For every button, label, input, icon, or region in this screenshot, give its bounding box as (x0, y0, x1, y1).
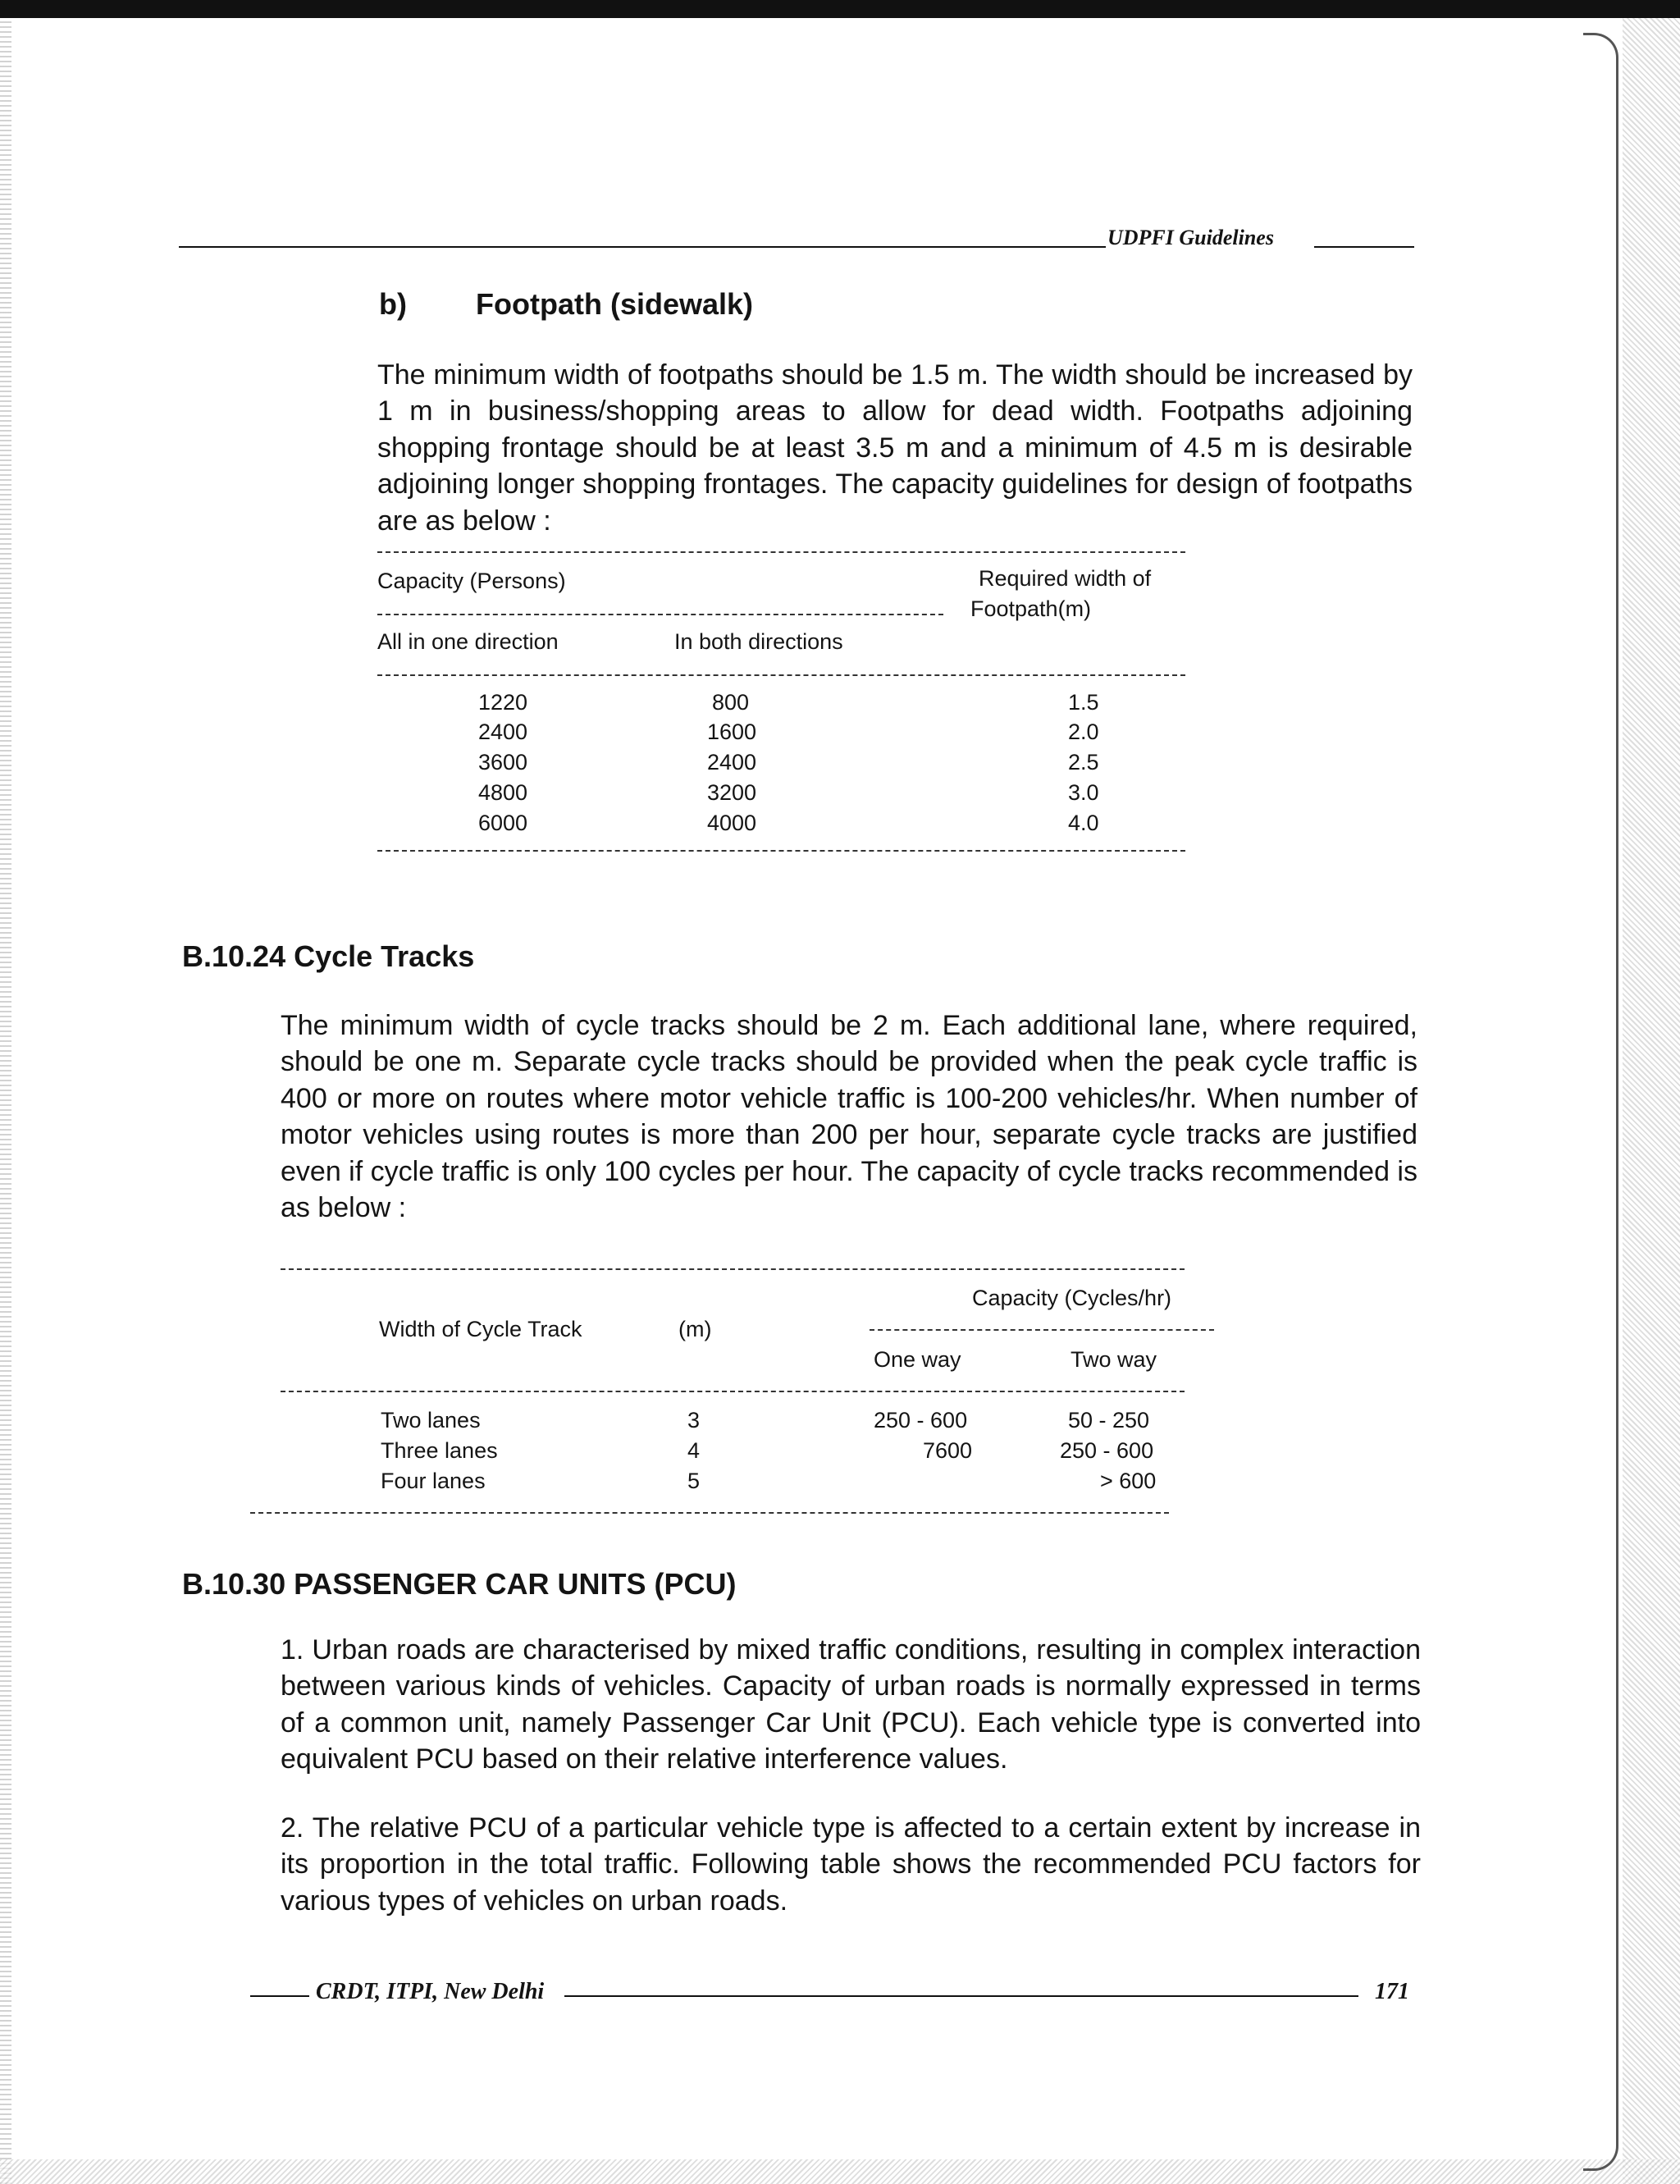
table-cell: 3.0 (1068, 780, 1099, 805)
header-title: UDPFI Guidelines (1107, 226, 1274, 249)
footer-publisher: CRDT, ITPI, New Delhi (316, 1979, 545, 2004)
table-cell: 4800 (478, 780, 528, 805)
scan-border-left (0, 18, 11, 2184)
col-header-both-directions: In both directions (674, 629, 843, 654)
table-rule (377, 551, 1185, 553)
pcu-paragraph-2: 2. The relative PCU of a particular vehicle type is affected to a certain extent by increase in its proportion in the total traffic. Following table shows the recommended PCU factors for various types of vehicles on urban roads. (281, 1812, 1421, 1917)
table-rule (250, 1512, 1169, 1514)
table-cell: 3200 (707, 780, 757, 805)
table-cell: 1220 (478, 690, 528, 715)
footpath-paragraph: The minimum width of footpaths should be 1.5 m. The width should be increased by 1 m in business/shopping areas to allow for dead width. Footpaths adjoining shopping frontage should be at least 3.5 m and a minimum of 4.5 m is desirable adjoining longer shopping frontages. The capacity guidelines for design of footpaths are as below : (377, 359, 1413, 537)
table-cell: 800 (712, 690, 750, 715)
table-cell: 3 (687, 1408, 701, 1432)
col-header-one-way: One way (874, 1347, 961, 1372)
pcu-heading: B.10.30 PASSENGER CAR UNITS (PCU) (182, 1567, 737, 1601)
required-width-header-unit: Footpath(m) (970, 596, 1092, 621)
col-header-one-direction: All in one direction (377, 629, 559, 654)
table-cell: > 600 (1100, 1469, 1157, 1493)
table-cell: Two lanes (381, 1408, 481, 1432)
table-cell: 4.0 (1068, 811, 1099, 835)
section-title: Footpath (sidewalk) (476, 287, 754, 321)
table-cell: 6000 (478, 811, 528, 835)
table-cell: 5 (687, 1469, 701, 1493)
table-cell: 2400 (707, 750, 757, 774)
col-header-width: Width of Cycle Track (379, 1317, 582, 1341)
capacity-cycles-header: Capacity (Cycles/hr) (972, 1286, 1172, 1310)
scan-border-bottom (0, 2159, 1680, 2184)
table-cell: 1600 (707, 720, 757, 744)
table-rule (281, 1391, 1185, 1392)
table-cell: 50 - 250 (1068, 1408, 1150, 1432)
required-width-header: Required width of (979, 566, 1152, 591)
table-cell: 2.0 (1068, 720, 1099, 744)
col-header-m: (m) (678, 1317, 712, 1341)
table-cell: 2400 (478, 720, 528, 744)
table-cell: 3600 (478, 750, 528, 774)
table-rule (377, 850, 1185, 852)
table-rule (377, 614, 943, 615)
table-cell: 250 - 600 (874, 1408, 968, 1432)
cycle-tracks-heading: B.10.24 Cycle Tracks (182, 939, 475, 973)
pcu-paragraph-1: 1. Urban roads are characterised by mixed traffic conditions, resulting in complex interaction between various kinds of vehicles. Capacity of urban roads is normally expressed in terms of a common unit, namely Passenger Car Unit (PCU). Each vehicle type is converted into equivalent PCU based on their relative interference values. (281, 1634, 1421, 1775)
page-edge (1583, 33, 1618, 2171)
header-rule-right (1314, 246, 1414, 248)
table-cell: 250 - 600 (1060, 1438, 1154, 1463)
cycle-tracks-paragraph: The minimum width of cycle tracks should be 2 m. Each additional lane, where required, should be one m. Separate cycle tracks should be provided when the peak cycle traffic is 400 or more on routes where motor vehicle traffic is 100-200 vehicles/hr. When number of motor vehicles using routes is more than 200 per hour, separate cycle tracks are justified even if cycle traffic is only 100 cycles per hour. The capacity of cycle tracks recommended is as below : (281, 1010, 1418, 1224)
table-cell: 1.5 (1068, 690, 1099, 715)
table-rule (281, 1268, 1185, 1270)
table-cell: Three lanes (381, 1438, 498, 1463)
scan-border-top (0, 0, 1680, 18)
page-number: 171 (1375, 1979, 1409, 2004)
header-rule-left (179, 246, 1106, 248)
section-marker: b) (379, 287, 407, 321)
table-cell: 4 (687, 1438, 701, 1463)
table-cell: Four lanes (381, 1469, 486, 1493)
table-cell: 4000 (707, 811, 757, 835)
table-rule (870, 1329, 1214, 1331)
scan-border-right (1623, 18, 1680, 2184)
table-rule (377, 674, 1185, 676)
col-header-two-way: Two way (1071, 1347, 1157, 1372)
footer-rule-right (564, 1995, 1358, 1997)
table-cell: 7600 (923, 1438, 973, 1463)
table-cell: 2.5 (1068, 750, 1099, 774)
capacity-persons-header: Capacity (Persons) (377, 569, 566, 593)
footer-rule-left (250, 1995, 309, 1997)
